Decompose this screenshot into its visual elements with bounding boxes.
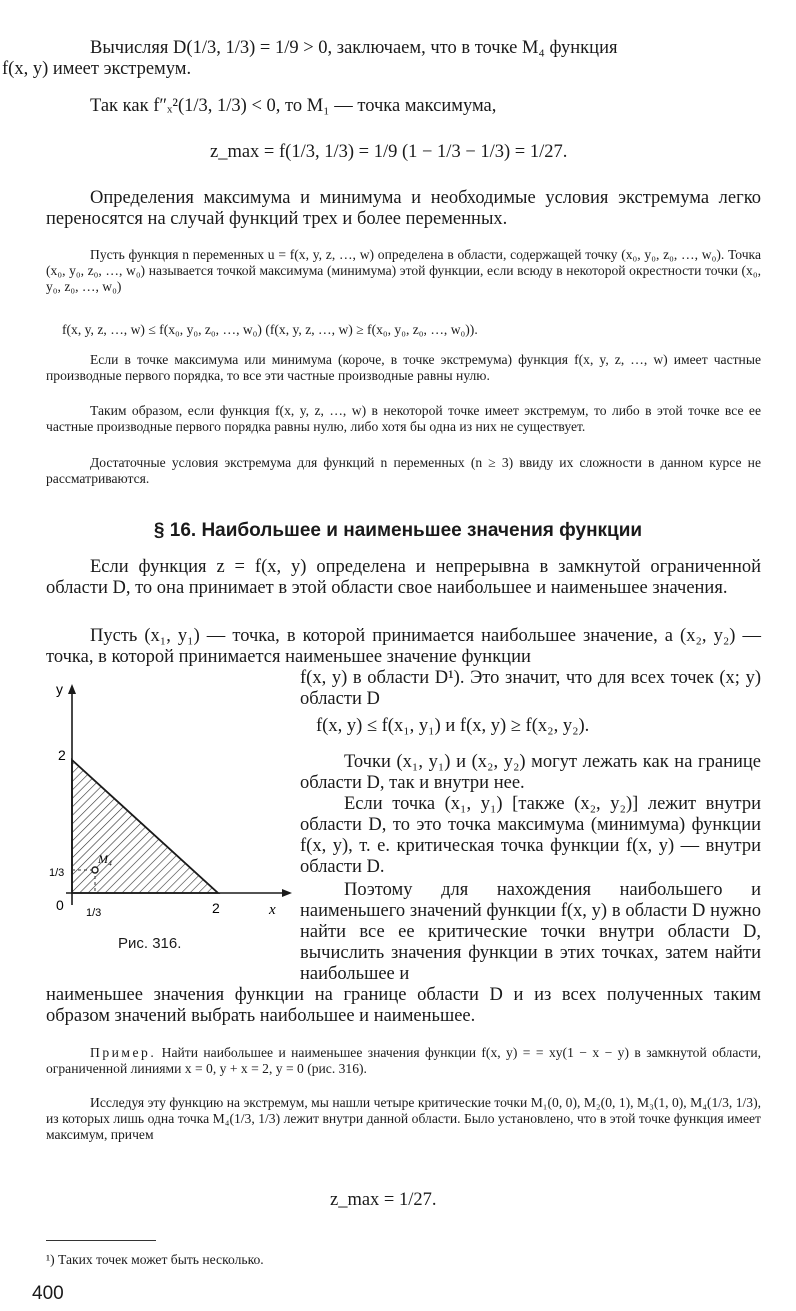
equation-extremum-inequality: f(x, y, z, …, w) ≤ f(x₀, y₀, z₀, …, w₀) (f(x, y, z, …, w) ≥ f(x₀, y₀, z₀, …, w₀)). (62, 322, 478, 337)
paragraph-procedure-cont: наименьшее значения функции на границе области D и из всех полученных таким образом значений выбрать наибольшее и наименьшее. (46, 985, 761, 1026)
tick-y-2: 2 (58, 747, 66, 763)
paragraph-procedure: Поэтому для нахождения наибольшего и наименьшего значений функции f(x, y) в области D нужно найти все ее критические точки внутри области D, вычислить значения функции в этих точках, затем найти наибольшее и (300, 880, 761, 984)
figure-316 (46, 680, 296, 930)
axis-x-label: x (269, 902, 276, 918)
point-m4 (92, 867, 98, 873)
tick-x-third: 1/3 (86, 907, 102, 919)
equation-final-zmax: z_max = 1/27. (330, 1190, 437, 1210)
tick-x-2: 2 (212, 900, 220, 916)
example-text: Найти наибольшее и наименьшее значения функции f(x, y) = = xy(1 − x − y) в замкнутой области, ограниченной линиями x = 0, y + x = 2, y = 0 (рис. 316). (46, 1045, 761, 1076)
axis-y-label: y (56, 681, 63, 697)
paragraph-critical-points: Исследуя эту функцию на экстремум, мы нашли четыре критические точки M₁(0, 0), M₂(0, 1), M₃(1, 0), M₄(1/3, 1/3), из которых лишь одна точка M₄(1/3, 1/3) лежит внутри данной области. Было установлено, что в этой точке функция имеет максимум, причем (46, 1095, 761, 1142)
footnote: ¹) Таких точек может быть несколько. (46, 1252, 264, 1267)
paragraph-weierstrass: Если функция z = f(x, y) определена и непрерывна в замкнутой ограниченной области D, то она принимает в этой области свое наибольшее и наименьшее значения. (46, 557, 761, 598)
page-number: 400 (32, 1283, 64, 1304)
section-heading: § 16. Наибольшее и наименьшее значения функции (153, 520, 643, 541)
paragraph-definition-extremum: Пусть функция n переменных u = f(x, y, z, …, w) определена в области, содержащей точку (x₀, y₀, z₀, …, w₀). Точка (x₀, y₀, z₀, …, w₀) называется точкой максимума (минимума) этой функции, если всюду в некоторой окрестности точки (x₀, y₀, z₀, …, w₀) (46, 247, 761, 294)
paragraph-conclusion: Таким образом, если функция f(x, y, z, …, w) в некоторой точке имеет экстремум, то либо в этой точке все ее частные производные первого порядка равны нулю, либо хотя бы одна из них не существует. (46, 403, 761, 434)
paragraph-example (46, 1045, 761, 1077)
paragraph-extreme-points-cont: f(x, y) в области D¹). Это значит, что для всех точек (x; y) области D (300, 668, 761, 709)
figure-caption: Рис. 316. (118, 935, 182, 952)
tick-y-third: 1/3 (49, 867, 65, 879)
text-line: f(x, y) имеет экстремум. (2, 59, 192, 79)
footnote-rule (46, 1240, 156, 1241)
equation-bounds: f(x, y) ≤ f(x₁, y₁) и f(x, y) ≥ f(x₂, y₂). (316, 716, 590, 736)
paragraph-points-location: Точки (x₁, y₁) и (x₂, y₂) могут лежать как на границе области D, так и внутри нее. (300, 752, 761, 793)
paragraph-hessian-check (2, 38, 761, 80)
paragraph-extreme-points: Пусть (x₁, y₁) — точка, в которой принимается наибольшее значение, а (x₂, y₂) — точка, в которой принимается наименьшее значение функции (46, 626, 761, 667)
example-label: Пример. (90, 1045, 157, 1060)
equation-zmax: z_max = f(1/3, 1/3) = 1/9 (1 − 1/3 − 1/3) = 1/27. (210, 142, 568, 162)
paragraph-max-point: Так как f″ₓ²(1/3, 1/3) < 0, то M₁ — точка максимума, (90, 96, 497, 116)
paragraph-necessary-condition: Если в точке максимума или минимума (короче, в точке экстремума) функция f(x, y, z, …, w) имеет частные производные первого порядка, то все эти частные производные равны нулю. (46, 352, 761, 383)
text-line: Вычисляя D(1/3, 1/3) = 1/9 > 0, заключаем, что в точке M₄ функция (90, 38, 618, 58)
point-m4-label: M₄ (98, 852, 113, 866)
origin-label: 0 (56, 897, 64, 913)
paragraph-interior-point: Если точка (x₁, y₁) [также (x₂, y₂)] лежит внутри области D, то это точка максимума (минимума) функции f(x, y), т. е. критическая точка функции f(x, y) — внутри области D. (300, 794, 761, 877)
paragraph-definitions-many-vars: Определения максимума и минимума и необходимые условия экстремума легко переносятся на случай функций трех и более переменных. (46, 188, 761, 229)
paragraph-sufficient-conditions: Достаточные условия экстремума для функций n переменных (n ≥ 3) ввиду их сложности в данном курсе не рассматриваются. (46, 455, 761, 486)
